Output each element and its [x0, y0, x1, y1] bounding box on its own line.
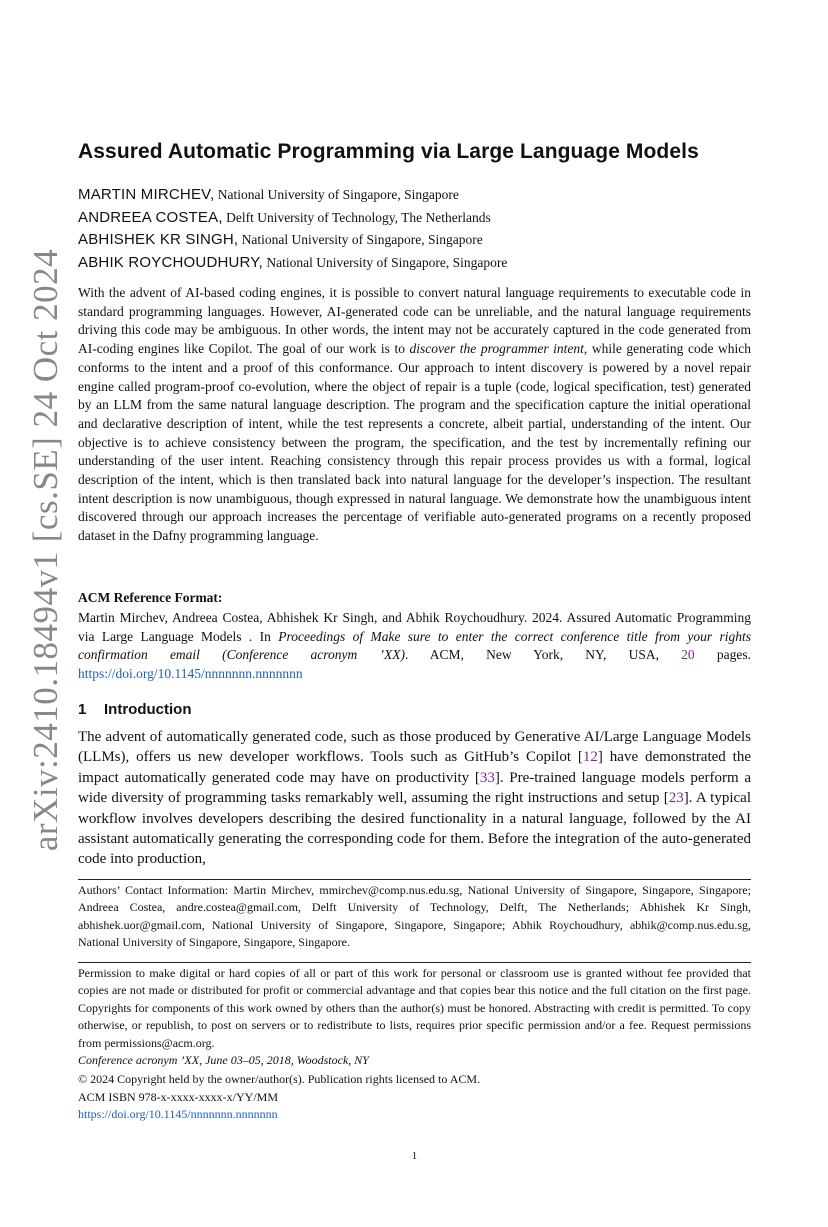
permission-divider: [78, 962, 751, 963]
introduction-paragraph: [78, 727, 751, 870]
citation-link[interactable]: 33: [479, 769, 495, 786]
paper-title: Assured Automatic Programming via Large Language Models: [78, 140, 699, 163]
reference-text: . ACM, New York, NY, USA,: [404, 647, 682, 663]
author-name: MARTIN MIRCHEV,: [78, 186, 215, 203]
citation-link[interactable]: 12: [582, 749, 598, 766]
reference-text: Martin Mirchev, Andreea Costea, Abhishek Kr Singh, and Abhik Roychoudhury. 2024. Assured Automatic Programming via Large Language Models . In: [78, 610, 751, 644]
reference-format-heading: ACM Reference Format:: [78, 590, 223, 605]
conference-text: Conference acronym ’XX, June 03–05, 2018, Woodstock, NY: [78, 1053, 369, 1067]
reference-format-text: [78, 609, 751, 684]
author-entry: [78, 229, 751, 252]
author-name: ABHIK ROYCHOUDHURY,: [78, 253, 263, 271]
citation-link[interactable]: 23: [668, 790, 684, 807]
copyright-notice: © 2024 Copyright held by the owner/author(s). Publication rights licensed to ACM.: [78, 1072, 481, 1086]
isbn: ACM ISBN 978-x-xxxx-xxxx-x/YY/MM: [78, 1090, 279, 1104]
author-entry: [78, 184, 751, 207]
intro-text: ]. A typical workflow involves developers describing the desired functionality in a natural language, followed by the AI assistant automatically generating the corresponding code for them. Before the integration of the auto-generated code into production,: [78, 790, 751, 868]
footnote-divider: [78, 879, 751, 880]
author-affiliation: National University of Singapore, Singapore: [214, 187, 459, 202]
section-heading: [78, 701, 191, 718]
author-name: ABHISHEK KR SINGH,: [78, 231, 239, 248]
abstract-text: With the advent of AI-based coding engines, it is possible to convert natural language requirements to executable code in standard programming languages. However, AI-generated code can be unreliable, and the natural language requirements driving this code may be ambiguous. In other words, the intent may not be accurately captured in the code generated from AI-coding engines like Copilot. The goal of our work is to: [78, 285, 751, 357]
permission-notice: Permission to make digital or hard copies of all or part of this work for personal or classroom use is granted without fee provided that copies are not made or distributed for profit or commercial advantage and that copies bear this notice and the full citation on the first page. Copyrights for components of this work owned by others than the author(s) must be honored. Abstracting with credit is permitted. To copy otherwise, or republish, to post on servers or to redistribute to lists, requires prior specific permission and/or a fee. Request permissions from permissions@acm.org.: [78, 966, 751, 1050]
abstract: [78, 284, 751, 546]
author-affiliation: Delft University of Technology, The Netherlands: [222, 209, 491, 225]
author-affiliation: National University of Singapore, Singapore: [238, 232, 483, 247]
abstract-text: , while generating code which conforms to the intent and a proof of this conformance. Our approach to intent discovery is powered by a novel repair engine called program-proof co-evolution, where the object of repair is a tuple (code, logical specification, test) generated by an LLM from the same natural language description. The program and the specification capture the initial operational and declarative description of intent, while the test represents a concrete, albeit partial, understanding of the intent. Our objective is to achieve consistency between the program, the specification, and the test by incrementally refining our understanding of the user intent. Reaching consistency through this repair process provides us with a formal, logical description of the intent, which is then translated back into natural language for the developer’s inspection. The resultant intent description is now unambiguous, though expressed in natural language. We demonstrate how the unambiguous intent discovered through our approach increases the percentage of verifiable auto-generated programs on a recently proposed dataset in the Dafny programming language.: [78, 341, 751, 544]
intro-text: ] have demonstrated the impact automatically generated code may have on productivity [: [78, 749, 752, 786]
author-contact-information: Authors’ Contact Information: Martin Mirchev, mmirchev@comp.nus.edu.sg, National University of Singapore, Singapore, Singapore; Andreea Costea, andre.costea@gmail.com, Delft University of Technology, Delft, The Netherlands; Abhishek Kr Singh, abhishek.uor@gmail.com, National University of Singapore, Singapore, Singapore; Abhik Roychoudhury, abhik@comp.nus.edu.sg, National University of Singapore, Singapore, Singapore.: [78, 883, 751, 950]
footer-doi-link[interactable]: https://doi.org/10.1145/nnnnnnn.nnnnnnn: [78, 1107, 278, 1121]
author-name: ANDREEA COSTEA,: [78, 208, 223, 226]
intro-text: ]. Pre-trained language models perform a wide diversity of programming tasks remarkably well, assuming the right instructions and setup [: [78, 769, 751, 807]
reference-text: pages.: [694, 647, 751, 663]
section-title: Introduction: [104, 701, 192, 718]
author-list: [78, 184, 751, 274]
author-entry: [78, 252, 751, 275]
section-number: 1: [78, 701, 87, 718]
reference-venue: Proceedings of Make sure to enter the correct conference title from your rights confirmation email (Conference acronym ’XX): [78, 628, 751, 663]
intro-text: The advent of automatically generated code, such as those produced by Generative AI/Large Language Models (LLMs), offers us new developer workflows. Tools such as GitHub’s Copilot [: [78, 729, 751, 766]
page-number: 1: [411, 1150, 418, 1162]
conference-info: [78, 1052, 369, 1069]
reference-page-count-link[interactable]: 20: [681, 647, 695, 663]
author-entry: [78, 207, 751, 230]
arxiv-identifier-stamp: arXiv:2410.18494v1 [cs.SE] 24 Oct 2024: [26, 248, 65, 852]
abstract-emphasis: discover the programmer intent: [409, 341, 584, 357]
author-affiliation: National University of Singapore, Singapore: [262, 254, 508, 270]
reference-doi-link[interactable]: https://doi.org/10.1145/nnnnnnn.nnnnnnn: [78, 666, 303, 682]
